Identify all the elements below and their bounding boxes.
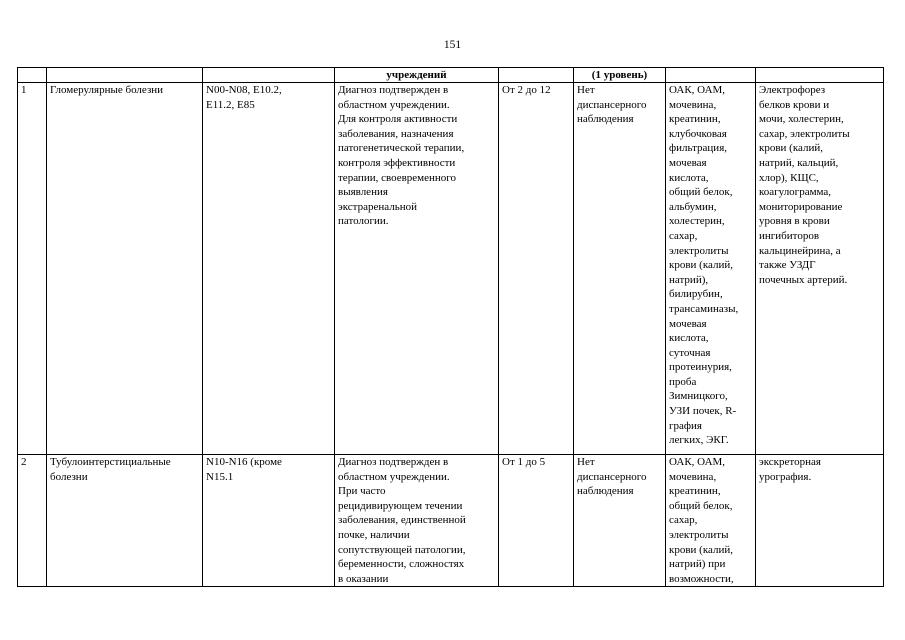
- additional-exams: [756, 455, 884, 587]
- cell-line: мочевая: [669, 317, 707, 330]
- cont-cell-7: [666, 68, 756, 83]
- cell-line: натрий) при: [669, 558, 726, 571]
- cell-line: кислота,: [669, 332, 709, 345]
- cell-line: областном учреждении.: [338, 98, 450, 111]
- cont-cell-level: (1 уровень): [574, 68, 666, 83]
- cont-cell-2: [47, 68, 203, 83]
- cell-line: кислота,: [669, 171, 709, 184]
- cell-line: мочевина,: [669, 98, 717, 111]
- cell-line: натрий),: [669, 273, 709, 286]
- cell-line: легких, ЭКГ.: [669, 434, 729, 447]
- cell-line: проба: [669, 375, 697, 388]
- cell-line: выявления: [338, 186, 388, 199]
- page-number: 151: [443, 39, 462, 51]
- cell-line: сахар, электролиты: [759, 127, 850, 140]
- age-range: От 2 до 12: [499, 83, 574, 455]
- cell-line: беременности, сложностях: [338, 558, 465, 571]
- cell-line: хлор), КЩС,: [759, 171, 819, 184]
- cell-line: областном учреждении.: [338, 470, 450, 483]
- cell-line: При часто: [338, 485, 386, 498]
- cell-line: крови (калий,: [759, 142, 824, 155]
- cont-cell-5: [499, 68, 574, 83]
- row-number: 1: [18, 83, 47, 455]
- cell-line: креатинин,: [669, 113, 721, 126]
- cell-line: электролиты: [669, 244, 729, 257]
- cell-line: контроля эффективности: [338, 156, 456, 169]
- cell-line: Зимницкого,: [669, 390, 728, 403]
- row-number: 2: [18, 455, 47, 587]
- cell-line: Нет: [577, 456, 595, 468]
- cell-line: заболевания, единственной: [338, 514, 466, 527]
- cont-cell-8: [756, 68, 884, 83]
- cell-line: мочевая: [669, 156, 707, 169]
- cell-line: крови (калий,: [669, 543, 734, 556]
- cell-line: также УЗДГ: [759, 259, 816, 272]
- cell-line: Диагноз подтвержден в: [338, 456, 449, 468]
- cell-line: почечных артерий.: [759, 273, 848, 286]
- cell-line: трансаминазы,: [669, 302, 739, 315]
- cell-line: мочевина,: [669, 470, 717, 483]
- cell-line: мониторирование: [759, 200, 843, 213]
- cell-line: Электрофорез: [759, 84, 826, 96]
- disease-name: Тубулоинтерстициальные болезни: [47, 455, 203, 587]
- cell-line: сахар,: [669, 229, 698, 242]
- cell-line: графия: [669, 419, 702, 432]
- cell-line: холестерин,: [669, 215, 725, 228]
- cell-line: общий белок,: [669, 186, 733, 199]
- cell-line: Для контроля активности: [338, 113, 458, 126]
- clinical-table: [17, 67, 884, 587]
- cell-line: белков крови и: [759, 98, 830, 111]
- cell-line: ОАК, ОАМ,: [669, 84, 726, 96]
- cell-line: N00-N08, E10.2,: [206, 84, 282, 96]
- cell-line: диспансерного: [577, 98, 647, 111]
- referral-conditions: [335, 83, 499, 455]
- cell-line: N10-N16 (кроме: [206, 456, 282, 468]
- cell-line: билирубин,: [669, 288, 723, 301]
- table-row: [18, 455, 884, 587]
- cell-line: клубочковая: [669, 127, 727, 140]
- cell-line: сопутствующей патологии,: [338, 543, 466, 556]
- table-row: [18, 83, 884, 455]
- age-range: От 1 до 5: [499, 455, 574, 587]
- cell-line: Нет: [577, 84, 595, 96]
- cell-line: наблюдения: [577, 113, 634, 126]
- cell-line: экскреторная: [759, 456, 821, 468]
- cont-cell-1: [18, 68, 47, 83]
- continuation-row: [18, 68, 884, 83]
- cell-line: ОАК, ОАМ,: [669, 456, 726, 468]
- cell-line: заболевания, назначения: [338, 127, 454, 140]
- cell-line: диспансерного: [577, 470, 647, 483]
- cell-line: электролиты: [669, 528, 729, 541]
- minimum-exams: [666, 83, 756, 455]
- cell-line: ингибиторов: [759, 229, 820, 242]
- cell-line: E11.2, E85: [206, 98, 255, 111]
- cell-line: мочи, холестерин,: [759, 113, 844, 126]
- cell-line: альбумин,: [669, 200, 717, 213]
- cell-line: сахар,: [669, 514, 698, 527]
- cell-line: кальцинейрина, а: [759, 244, 841, 257]
- cell-line: УЗИ почек, R-: [669, 405, 737, 418]
- cell-line: фильтрация,: [669, 142, 728, 155]
- cell-line: крови (калий,: [669, 259, 734, 272]
- cell-line: коагулограмма,: [759, 186, 832, 199]
- disease-name: Гломерулярные болезни: [47, 83, 203, 455]
- cell-line: наблюдения: [577, 485, 634, 498]
- cell-line: уровня в крови: [759, 215, 830, 228]
- cell-line: общий белок,: [669, 499, 733, 512]
- referral-conditions: [335, 455, 499, 587]
- cell-line: экстраренальной: [338, 200, 418, 213]
- cell-line: Диагноз подтвержден в: [338, 84, 449, 96]
- cell-line: N15.1: [206, 470, 234, 483]
- care-level: [574, 83, 666, 455]
- cont-cell-conditions: учреждений: [335, 68, 499, 83]
- icd-codes: [203, 455, 335, 587]
- icd-codes: [203, 83, 335, 455]
- care-level: [574, 455, 666, 587]
- cell-line: урография.: [759, 470, 812, 483]
- cell-line: терапии, своевременного: [338, 171, 457, 184]
- cont-cell-3: [203, 68, 335, 83]
- cell-line: почке, наличии: [338, 528, 410, 541]
- cell-line: патогенетической терапии,: [338, 142, 465, 155]
- cell-line: суточная: [669, 346, 711, 359]
- minimum-exams: [666, 455, 756, 587]
- cell-line: возможности,: [669, 572, 734, 585]
- cell-line: рецидивирующем течении: [338, 499, 463, 512]
- cell-line: креатинин,: [669, 485, 721, 498]
- cell-line: натрий, кальций,: [759, 156, 839, 169]
- cell-line: протеинурия,: [669, 361, 732, 374]
- cell-line: в оказании: [338, 572, 389, 585]
- cell-line: патологии.: [338, 215, 389, 228]
- additional-exams: [756, 83, 884, 455]
